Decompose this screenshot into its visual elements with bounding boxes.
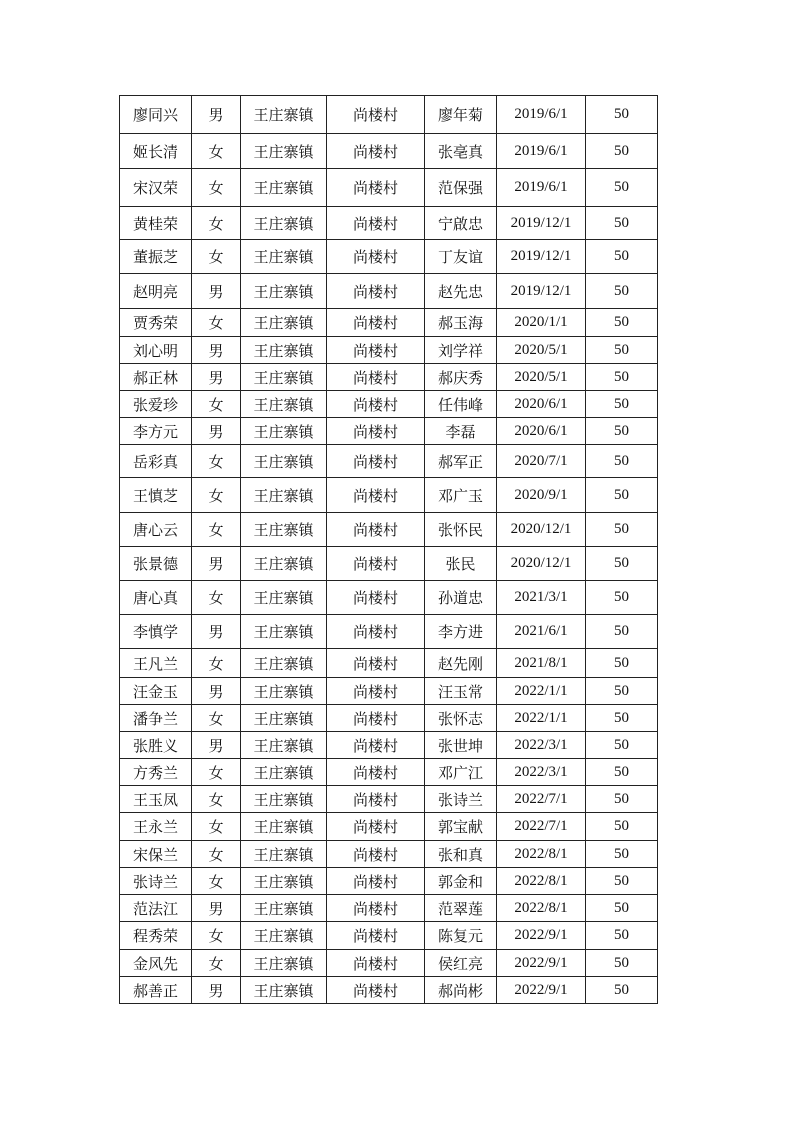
- cell-amount: 50: [586, 207, 658, 240]
- table-row: [120, 240, 658, 274]
- cell-town: 王庄寨镇: [241, 513, 327, 547]
- cell-date: 2022/3/1: [497, 732, 586, 759]
- cell-village: 尚楼村: [327, 759, 425, 786]
- cell-gender: 男: [192, 732, 241, 759]
- cell-date: 2022/3/1: [497, 759, 586, 786]
- cell-name: 黄桂荣: [120, 207, 192, 240]
- cell-relative: 赵先刚: [425, 649, 497, 678]
- cell-village: 尚楼村: [327, 309, 425, 337]
- cell-relative: 张怀民: [425, 513, 497, 547]
- cell-name: 潘争兰: [120, 705, 192, 732]
- cell-amount: 50: [586, 337, 658, 364]
- table-row: [120, 841, 658, 868]
- cell-relative: 张亳真: [425, 134, 497, 169]
- cell-date: 2019/6/1: [497, 134, 586, 169]
- cell-relative: 郭宝献: [425, 813, 497, 841]
- cell-village: 尚楼村: [327, 615, 425, 649]
- cell-amount: 50: [586, 922, 658, 950]
- table-row: [120, 813, 658, 841]
- cell-gender: 男: [192, 895, 241, 922]
- cell-gender: 男: [192, 678, 241, 705]
- cell-amount: 50: [586, 615, 658, 649]
- cell-name: 王凡兰: [120, 649, 192, 678]
- cell-gender: 女: [192, 922, 241, 950]
- table-row: [120, 786, 658, 813]
- cell-village: 尚楼村: [327, 207, 425, 240]
- cell-amount: 50: [586, 705, 658, 732]
- cell-name: 姬长清: [120, 134, 192, 169]
- cell-amount: 50: [586, 391, 658, 418]
- table-row: [120, 96, 658, 134]
- cell-town: 王庄寨镇: [241, 678, 327, 705]
- cell-amount: 50: [586, 581, 658, 615]
- cell-village: 尚楼村: [327, 732, 425, 759]
- cell-village: 尚楼村: [327, 649, 425, 678]
- cell-date: 2022/9/1: [497, 950, 586, 977]
- cell-gender: 男: [192, 274, 241, 309]
- cell-date: 2021/8/1: [497, 649, 586, 678]
- table-row: [120, 207, 658, 240]
- cell-name: 金风先: [120, 950, 192, 977]
- table-row: [120, 169, 658, 207]
- cell-date: 2022/9/1: [497, 977, 586, 1004]
- cell-date: 2022/1/1: [497, 705, 586, 732]
- cell-gender: 女: [192, 478, 241, 513]
- cell-name: 王玉凤: [120, 786, 192, 813]
- cell-date: 2022/7/1: [497, 813, 586, 841]
- cell-amount: 50: [586, 309, 658, 337]
- cell-amount: 50: [586, 274, 658, 309]
- cell-relative: 侯红亮: [425, 950, 497, 977]
- cell-date: 2019/6/1: [497, 169, 586, 207]
- cell-amount: 50: [586, 169, 658, 207]
- cell-name: 范法江: [120, 895, 192, 922]
- cell-gender: 女: [192, 391, 241, 418]
- table-row: [120, 678, 658, 705]
- cell-relative: 郝尚彬: [425, 977, 497, 1004]
- cell-amount: 50: [586, 786, 658, 813]
- cell-date: 2022/9/1: [497, 922, 586, 950]
- cell-name: 李方元: [120, 418, 192, 445]
- cell-amount: 50: [586, 478, 658, 513]
- cell-town: 王庄寨镇: [241, 705, 327, 732]
- cell-amount: 50: [586, 759, 658, 786]
- cell-relative: 刘学祥: [425, 337, 497, 364]
- cell-gender: 女: [192, 786, 241, 813]
- cell-name: 宋保兰: [120, 841, 192, 868]
- cell-amount: 50: [586, 841, 658, 868]
- cell-name: 刘心明: [120, 337, 192, 364]
- cell-name: 张诗兰: [120, 868, 192, 895]
- cell-gender: 男: [192, 615, 241, 649]
- cell-gender: 女: [192, 649, 241, 678]
- table-row: [120, 478, 658, 513]
- cell-relative: 张怀志: [425, 705, 497, 732]
- cell-village: 尚楼村: [327, 786, 425, 813]
- cell-date: 2020/1/1: [497, 309, 586, 337]
- cell-town: 王庄寨镇: [241, 445, 327, 478]
- table-row: [120, 732, 658, 759]
- cell-relative: 郝庆秀: [425, 364, 497, 391]
- cell-relative: 宁啟忠: [425, 207, 497, 240]
- cell-date: 2020/5/1: [497, 337, 586, 364]
- table-row: [120, 759, 658, 786]
- cell-amount: 50: [586, 364, 658, 391]
- cell-village: 尚楼村: [327, 96, 425, 134]
- table-row: [120, 705, 658, 732]
- cell-name: 方秀兰: [120, 759, 192, 786]
- cell-town: 王庄寨镇: [241, 337, 327, 364]
- cell-name: 汪金玉: [120, 678, 192, 705]
- cell-town: 王庄寨镇: [241, 895, 327, 922]
- table-row: [120, 391, 658, 418]
- cell-town: 王庄寨镇: [241, 418, 327, 445]
- cell-relative: 丁友谊: [425, 240, 497, 274]
- cell-relative: 张民: [425, 547, 497, 581]
- cell-relative: 李方进: [425, 615, 497, 649]
- cell-gender: 男: [192, 337, 241, 364]
- cell-gender: 女: [192, 841, 241, 868]
- table-row: [120, 950, 658, 977]
- cell-amount: 50: [586, 813, 658, 841]
- cell-relative: 孙道忠: [425, 581, 497, 615]
- cell-relative: 张诗兰: [425, 786, 497, 813]
- cell-name: 张景德: [120, 547, 192, 581]
- cell-town: 王庄寨镇: [241, 96, 327, 134]
- cell-date: 2019/12/1: [497, 240, 586, 274]
- cell-amount: 50: [586, 950, 658, 977]
- cell-gender: 女: [192, 240, 241, 274]
- cell-amount: 50: [586, 418, 658, 445]
- cell-village: 尚楼村: [327, 134, 425, 169]
- cell-relative: 郝军正: [425, 445, 497, 478]
- cell-relative: 范保强: [425, 169, 497, 207]
- cell-town: 王庄寨镇: [241, 134, 327, 169]
- cell-relative: 李磊: [425, 418, 497, 445]
- cell-relative: 邓广江: [425, 759, 497, 786]
- cell-village: 尚楼村: [327, 240, 425, 274]
- cell-town: 王庄寨镇: [241, 786, 327, 813]
- cell-relative: 邓广玉: [425, 478, 497, 513]
- cell-village: 尚楼村: [327, 478, 425, 513]
- cell-town: 王庄寨镇: [241, 274, 327, 309]
- cell-name: 廖同兴: [120, 96, 192, 134]
- cell-date: 2022/8/1: [497, 895, 586, 922]
- cell-amount: 50: [586, 96, 658, 134]
- cell-date: 2020/5/1: [497, 364, 586, 391]
- cell-amount: 50: [586, 134, 658, 169]
- table-row: [120, 513, 658, 547]
- cell-name: 唐心真: [120, 581, 192, 615]
- table-row: [120, 868, 658, 895]
- table-row: [120, 649, 658, 678]
- cell-gender: 男: [192, 418, 241, 445]
- cell-date: 2020/12/1: [497, 547, 586, 581]
- cell-amount: 50: [586, 445, 658, 478]
- roster-body: [120, 96, 658, 1004]
- cell-relative: 陈复元: [425, 922, 497, 950]
- table-row: [120, 547, 658, 581]
- table-row: [120, 274, 658, 309]
- table-row: [120, 364, 658, 391]
- table-row: [120, 977, 658, 1004]
- cell-date: 2019/6/1: [497, 96, 586, 134]
- cell-gender: 男: [192, 547, 241, 581]
- cell-amount: 50: [586, 547, 658, 581]
- cell-date: 2020/12/1: [497, 513, 586, 547]
- cell-amount: 50: [586, 977, 658, 1004]
- cell-relative: 张世坤: [425, 732, 497, 759]
- cell-town: 王庄寨镇: [241, 813, 327, 841]
- cell-date: 2019/12/1: [497, 274, 586, 309]
- cell-relative: 赵先忠: [425, 274, 497, 309]
- cell-gender: 女: [192, 309, 241, 337]
- cell-town: 王庄寨镇: [241, 207, 327, 240]
- cell-name: 贾秀荣: [120, 309, 192, 337]
- cell-village: 尚楼村: [327, 922, 425, 950]
- cell-village: 尚楼村: [327, 813, 425, 841]
- table-row: [120, 134, 658, 169]
- cell-village: 尚楼村: [327, 977, 425, 1004]
- cell-name: 郝善正: [120, 977, 192, 1004]
- cell-relative: 廖年菊: [425, 96, 497, 134]
- cell-village: 尚楼村: [327, 169, 425, 207]
- cell-town: 王庄寨镇: [241, 977, 327, 1004]
- cell-relative: 汪玉常: [425, 678, 497, 705]
- cell-amount: 50: [586, 678, 658, 705]
- cell-gender: 女: [192, 207, 241, 240]
- cell-town: 王庄寨镇: [241, 922, 327, 950]
- cell-date: 2020/9/1: [497, 478, 586, 513]
- cell-village: 尚楼村: [327, 841, 425, 868]
- cell-date: 2022/8/1: [497, 841, 586, 868]
- table-row: [120, 445, 658, 478]
- cell-name: 唐心云: [120, 513, 192, 547]
- cell-name: 王永兰: [120, 813, 192, 841]
- cell-gender: 女: [192, 950, 241, 977]
- cell-town: 王庄寨镇: [241, 240, 327, 274]
- cell-gender: 女: [192, 513, 241, 547]
- cell-date: 2020/7/1: [497, 445, 586, 478]
- cell-date: 2021/6/1: [497, 615, 586, 649]
- cell-name: 程秀荣: [120, 922, 192, 950]
- cell-village: 尚楼村: [327, 337, 425, 364]
- cell-name: 岳彩真: [120, 445, 192, 478]
- cell-town: 王庄寨镇: [241, 169, 327, 207]
- cell-village: 尚楼村: [327, 705, 425, 732]
- cell-village: 尚楼村: [327, 274, 425, 309]
- cell-village: 尚楼村: [327, 581, 425, 615]
- cell-gender: 女: [192, 759, 241, 786]
- cell-gender: 男: [192, 364, 241, 391]
- cell-amount: 50: [586, 895, 658, 922]
- cell-town: 王庄寨镇: [241, 841, 327, 868]
- cell-town: 王庄寨镇: [241, 950, 327, 977]
- cell-village: 尚楼村: [327, 950, 425, 977]
- table-row: [120, 615, 658, 649]
- cell-relative: 张和真: [425, 841, 497, 868]
- table-row: [120, 895, 658, 922]
- cell-village: 尚楼村: [327, 445, 425, 478]
- cell-date: 2020/6/1: [497, 391, 586, 418]
- cell-name: 王慎芝: [120, 478, 192, 513]
- cell-amount: 50: [586, 513, 658, 547]
- cell-town: 王庄寨镇: [241, 581, 327, 615]
- cell-town: 王庄寨镇: [241, 649, 327, 678]
- cell-town: 王庄寨镇: [241, 391, 327, 418]
- cell-relative: 范翠莲: [425, 895, 497, 922]
- cell-gender: 女: [192, 868, 241, 895]
- cell-relative: 郭金和: [425, 868, 497, 895]
- cell-town: 王庄寨镇: [241, 615, 327, 649]
- cell-gender: 女: [192, 813, 241, 841]
- cell-village: 尚楼村: [327, 418, 425, 445]
- cell-town: 王庄寨镇: [241, 364, 327, 391]
- cell-gender: 男: [192, 96, 241, 134]
- table-row: [120, 337, 658, 364]
- table-row: [120, 581, 658, 615]
- cell-name: 张爱珍: [120, 391, 192, 418]
- cell-gender: 女: [192, 581, 241, 615]
- cell-name: 董振芝: [120, 240, 192, 274]
- cell-name: 李慎学: [120, 615, 192, 649]
- cell-town: 王庄寨镇: [241, 309, 327, 337]
- cell-village: 尚楼村: [327, 391, 425, 418]
- cell-town: 王庄寨镇: [241, 868, 327, 895]
- table-row: [120, 309, 658, 337]
- cell-village: 尚楼村: [327, 895, 425, 922]
- cell-town: 王庄寨镇: [241, 759, 327, 786]
- cell-date: 2022/1/1: [497, 678, 586, 705]
- cell-date: 2022/8/1: [497, 868, 586, 895]
- cell-amount: 50: [586, 868, 658, 895]
- cell-gender: 女: [192, 169, 241, 207]
- cell-gender: 女: [192, 134, 241, 169]
- cell-village: 尚楼村: [327, 364, 425, 391]
- cell-village: 尚楼村: [327, 868, 425, 895]
- cell-date: 2019/12/1: [497, 207, 586, 240]
- cell-name: 宋汉荣: [120, 169, 192, 207]
- cell-name: 赵明亮: [120, 274, 192, 309]
- cell-gender: 女: [192, 705, 241, 732]
- roster-table: [119, 95, 658, 1004]
- cell-gender: 男: [192, 977, 241, 1004]
- cell-amount: 50: [586, 649, 658, 678]
- cell-date: 2022/7/1: [497, 786, 586, 813]
- cell-town: 王庄寨镇: [241, 547, 327, 581]
- table-row: [120, 922, 658, 950]
- cell-name: 张胜义: [120, 732, 192, 759]
- cell-date: 2020/6/1: [497, 418, 586, 445]
- cell-gender: 女: [192, 445, 241, 478]
- cell-date: 2021/3/1: [497, 581, 586, 615]
- cell-village: 尚楼村: [327, 678, 425, 705]
- cell-village: 尚楼村: [327, 547, 425, 581]
- cell-amount: 50: [586, 732, 658, 759]
- cell-relative: 郝玉海: [425, 309, 497, 337]
- table-row: [120, 418, 658, 445]
- cell-relative: 任伟峰: [425, 391, 497, 418]
- cell-amount: 50: [586, 240, 658, 274]
- cell-name: 郝正林: [120, 364, 192, 391]
- cell-town: 王庄寨镇: [241, 732, 327, 759]
- cell-town: 王庄寨镇: [241, 478, 327, 513]
- cell-village: 尚楼村: [327, 513, 425, 547]
